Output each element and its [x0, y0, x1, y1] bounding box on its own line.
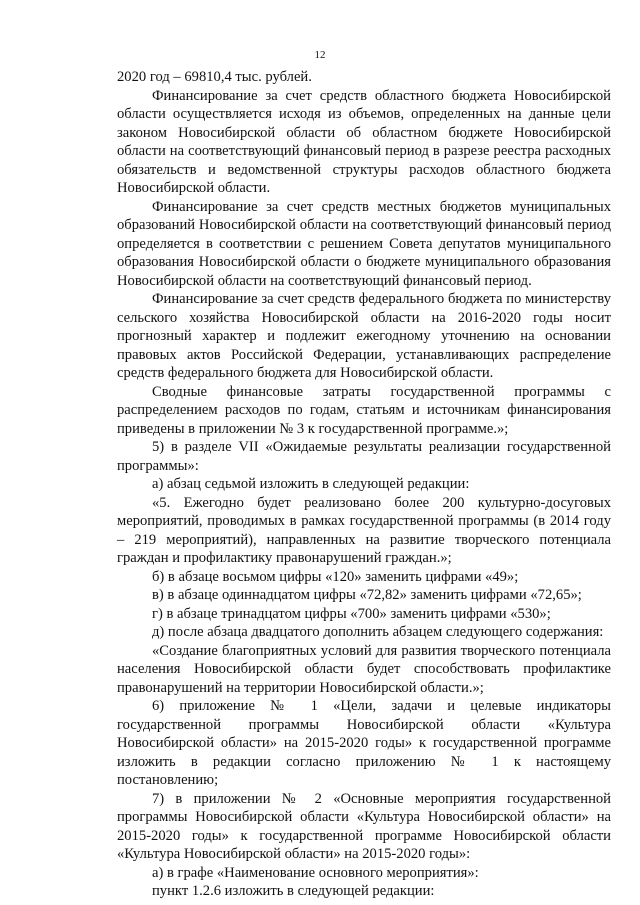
paragraph: 6) приложение № 1 «Цели, задачи и целевые индикаторы государственной программы Новосибирской области «Культура Новосибирской области» на 2015-2020 годы» к государственной программе изложить в редакции согласно приложению № 1 к настоящему постановлению; [117, 698, 611, 788]
paragraph: Финансирование за счет средств местных бюджетов муниципальных образований Новосибирской области на соответствующий финансовый период определяется в соответствии с решением Совета депутатов муниципального образования Новосибирской области о бюджете муниципального образования Новосибирской области на соответствующий финансовый период. [117, 198, 611, 289]
paragraph: в) в абзаце одиннадцатом цифры «72,82» заменить цифрами «72,65»; [152, 587, 582, 603]
document-body [117, 68, 611, 901]
paragraph: Финансирование за счет средств областного бюджета Новосибирской области осуществляется исходя из объемов, определенных на данные цели законом Новосибирской области об областном бюджете Новосибирской области на соответствующий финансовый период в разрезе реестра расходных обязательств и ведомственной структуры расходов областного бюджета Новосибирской области. [117, 87, 611, 196]
paragraph: г) в абзаце тринадцатом цифры «700» заменить цифрами «530»; [152, 605, 551, 622]
paragraph: Финансирование за счет средств федерального бюджета по министерству сельского хозяйства Новосибирской области на 2016-2020 годы носит прогнозный характер и подлежит ежегодному уточнению на основании правовых актов Российской Федерации, устанавливающих распределение средств федерального бюджета для Новосибирской области. [117, 291, 611, 381]
paragraph: Сводные финансовые затраты государственной программы с распределением расходов по годам, статьям и источникам финансирования приведены в приложении № 3 к государственной программе.»; [117, 383, 611, 437]
paragraph: «Создание благоприятных условий для развития творческого потенциала населения Новосибирской области будет способствовать профилактике правонарушений на территории Новосибирской области.»; [117, 642, 611, 696]
paragraph: д) после абзаца двадцатого дополнить абзацем следующего содержания: [152, 624, 604, 640]
paragraph: «5. Ежегодно будет реализовано более 200 культурно-досуговых мероприятий, проводимых в рамках государственной программы (в 2014 году – 219 мероприятий), направленных на развитие творческого потенциала граждан и профилактику правонарушений граждан.»; [117, 494, 611, 566]
paragraph: 2020 год – 69810,4 тыс. рублей. [117, 69, 312, 85]
paragraph: пункт 1.2.6 изложить в следующей редакции: [152, 883, 435, 899]
paragraph: 5) в разделе VII «Ожидаемые результаты реализации государственной программы»: [117, 439, 611, 474]
page-number: 12 [314, 49, 326, 61]
paragraph: а) в графе «Наименование основного мероприятия»: [152, 864, 479, 881]
paragraph: а) абзац седьмой изложить в следующей редакции: [152, 476, 470, 492]
paragraph: б) в абзаце восьмом цифры «120» заменить цифрами «49»; [152, 568, 519, 585]
paragraph: 7) в приложении № 2 «Основные мероприятия государственной программы Новосибирской области «Культура Новосибирской области» на 2015-2020 годы» к государственной программе Новосибирской области «Культура Новосибирской области» на 2015-2020 годы»: [117, 790, 611, 862]
